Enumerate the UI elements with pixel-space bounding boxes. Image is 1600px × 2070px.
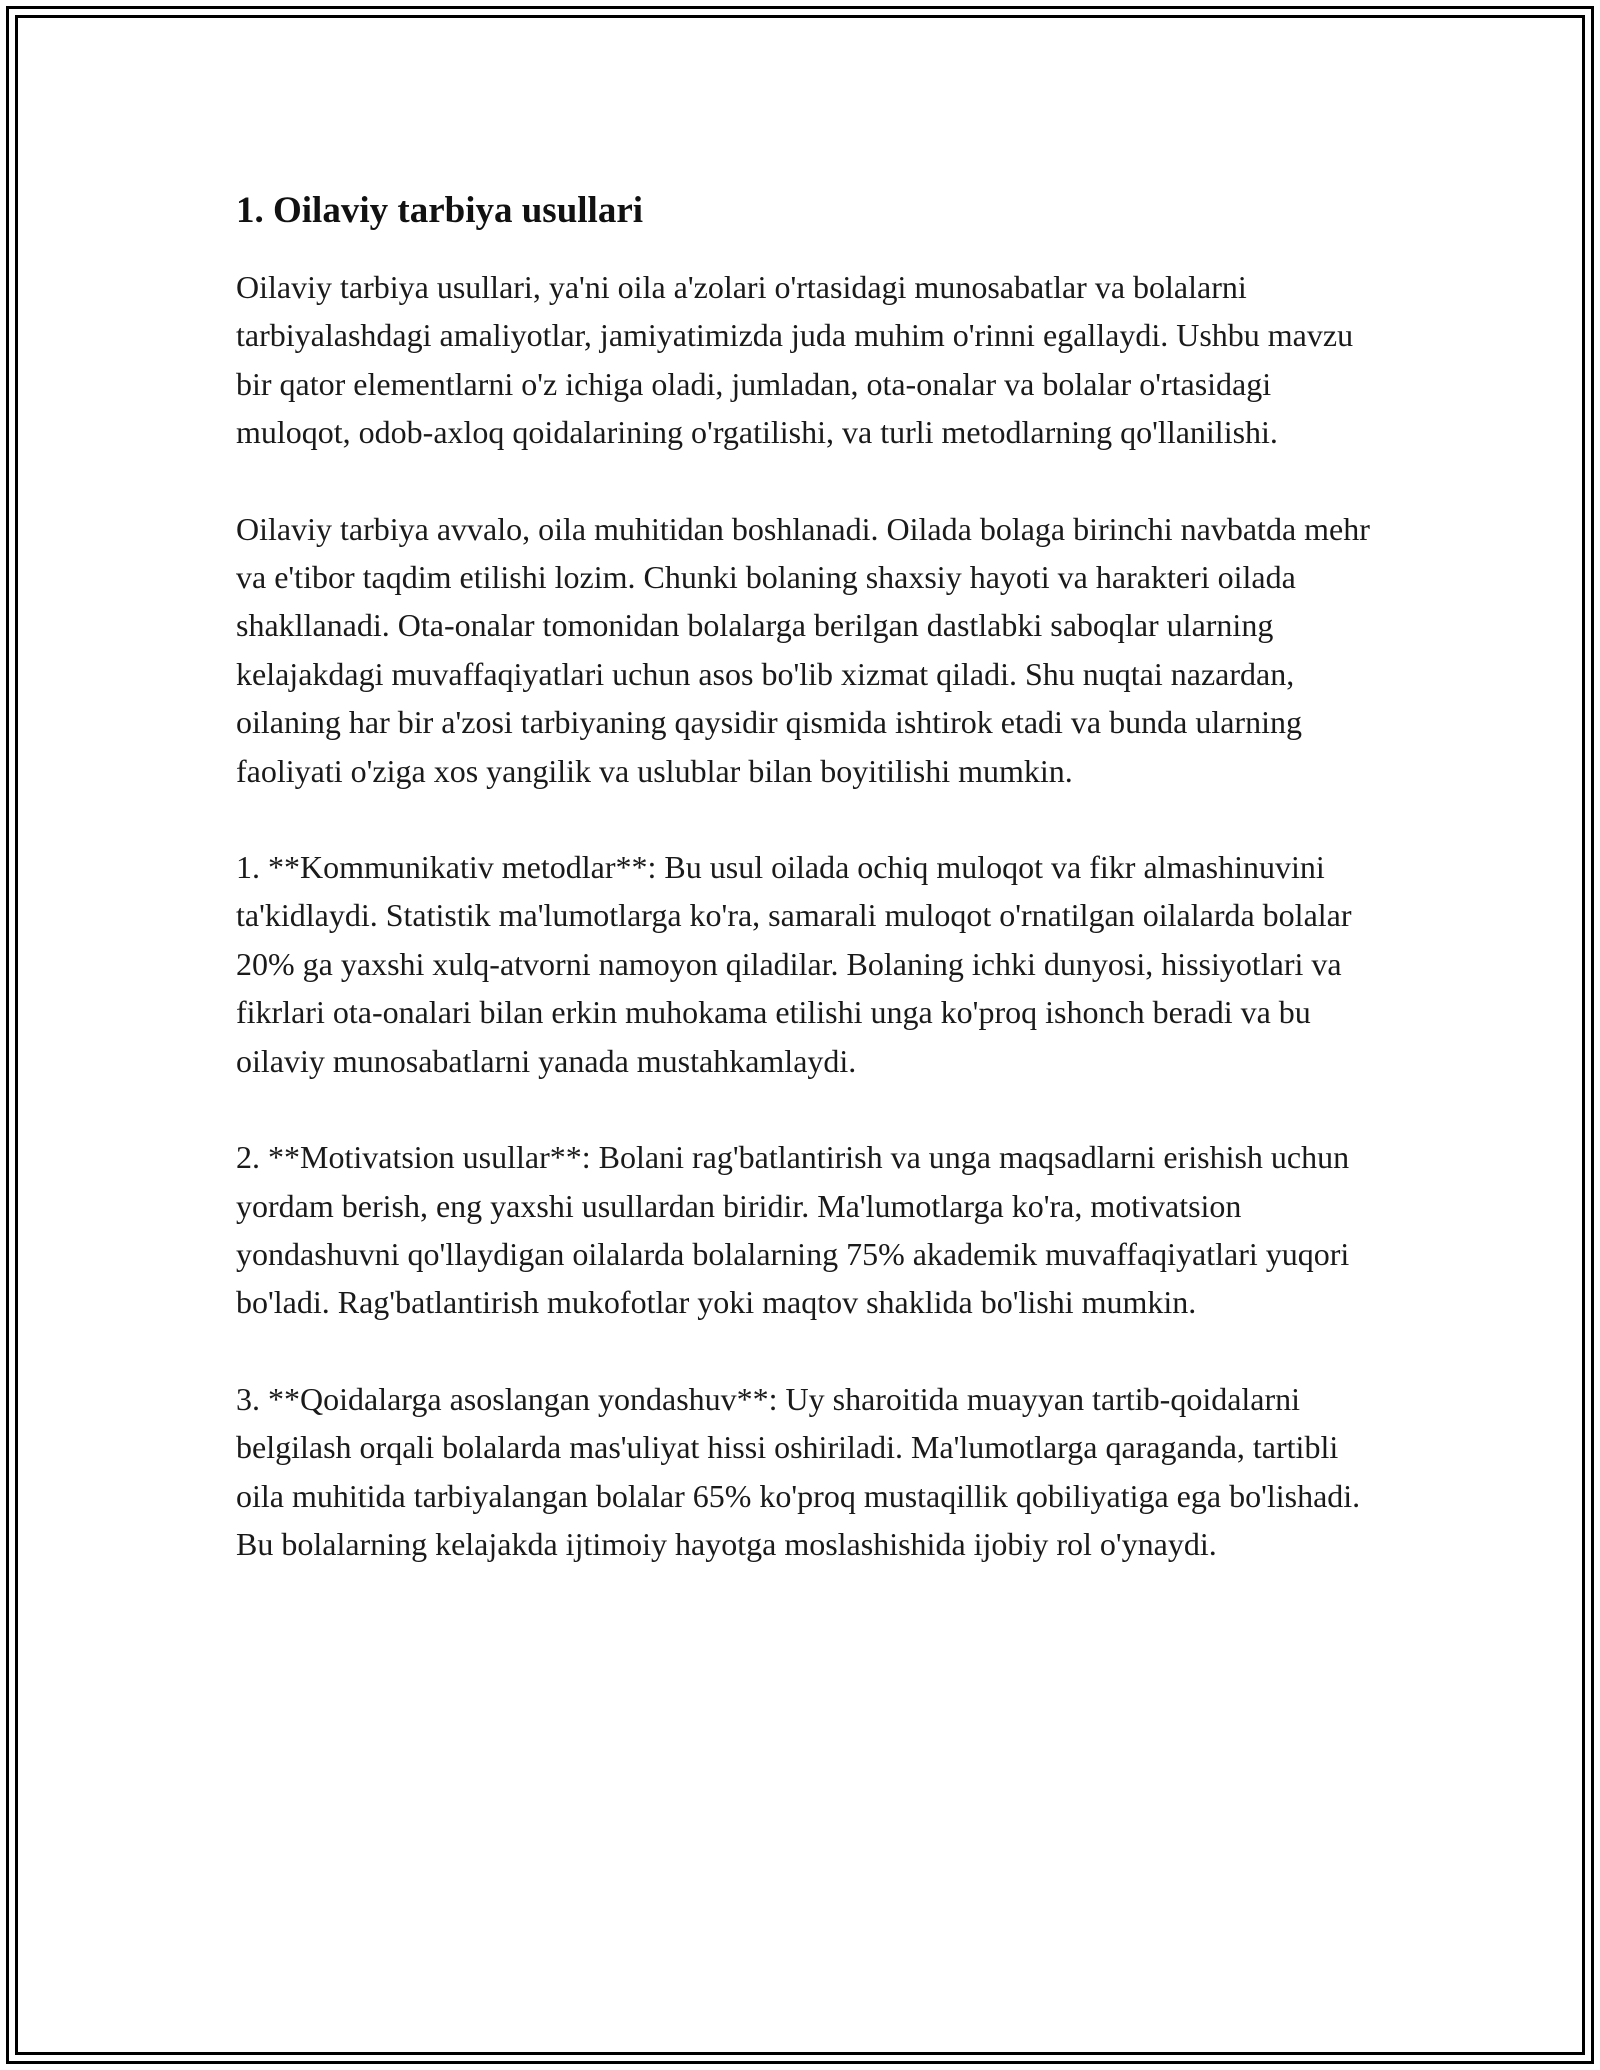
paragraph-motivational-methods: 2. **Motivatsion usullar**: Bolani rag'batlantirish va unga maqsadlarni erishish uchun yordam berish, eng yaxshi usullardan biridir. Ma'lumotlarga ko'ra, motivatsion yondashuvni qo'llaydigan oilalarda bolalarning 75% akademik muvaffaqiyatlari yuqori bo'ladi. Rag'batlantirish mukofotlar yoki maqtov shaklida bo'lishi mumkin. [236, 1139, 1350, 1321]
section-heading: 1. Oilaviy tarbiya usullari [236, 190, 644, 231]
paragraph-intro: Oilaviy tarbiya usullari, ya'ni oila a'zolari o'rtasidagi munosabatlar va bolalarni tarbiyalashdagi amaliyotlar, jamiyatimizda juda muhim o'rinni egallaydi. Ushbu mavzu bir qator elementlarni o'z ichiga oladi, jumladan, ota-onalar va bolalar o'rtasidagi muloqot, odob-axloq qoidalarining o'rgatilishi, va turli metodlarning qo'llanilishi. [236, 269, 1354, 451]
document-body [236, 185, 1376, 1616]
paragraph-communicative-methods: 1. **Kommunikativ metodlar**: Bu usul oilada ochiq muloqot va fikr almashinuvini ta'kidlaydi. Statistik ma'lumotlarga ko'ra, samarali muloqot o'rnatilgan oilalarda bolalar 20% ga yaxshi xulq-atvorni namoyon qiladilar. Bolaning ichki dunyosi, hissiyotlari va fikrlari ota-onalari bilan erkin muhokama etilishi unga ko'proq ishonch beradi va bu oilaviy munosabatlarni yanada mustahkamlaydi. [236, 849, 1352, 1079]
paragraph-rule-based-approach: 3. **Qoidalarga asoslangan yondashuv**: Uy sharoitida muayyan tartib-qoidalarni belgilash orqali bolalarda mas'uliyat hissi oshiriladi. Ma'lumotlarga qaraganda, tartibli oila muhitida tarbiyalangan bolalar 65% ko'proq mustaqillik qobiliyatiga ega bo'lishadi. Bu bolalarning kelajakda ijtimoiy hayotga moslashishida ijobiy rol o'ynaydi. [236, 1380, 1361, 1562]
paragraph-family-environment: Oilaviy tarbiya avvalo, oila muhitidan boshlanadi. Oilada bolaga birinchi navbatda mehr va e'tibor taqdim etilishi lozim. Chunki bolaning shaxsiy hayoti va harakteri oilada shakllanadi. Ota-onalar tomonidan bolalarga berilgan dastlabki saboqlar ularning kelajakdagi muvaffaqiyatlari uchun asos bo'lib xizmat qiladi. Shu nuqtai nazardan, oilaning har bir a'zosi tarbiyaning qaysidir qismida ishtirok etadi va bunda ularning faoliyati o'ziga xos yangilik va uslublar bilan boyitilishi mumkin. [236, 510, 1370, 789]
